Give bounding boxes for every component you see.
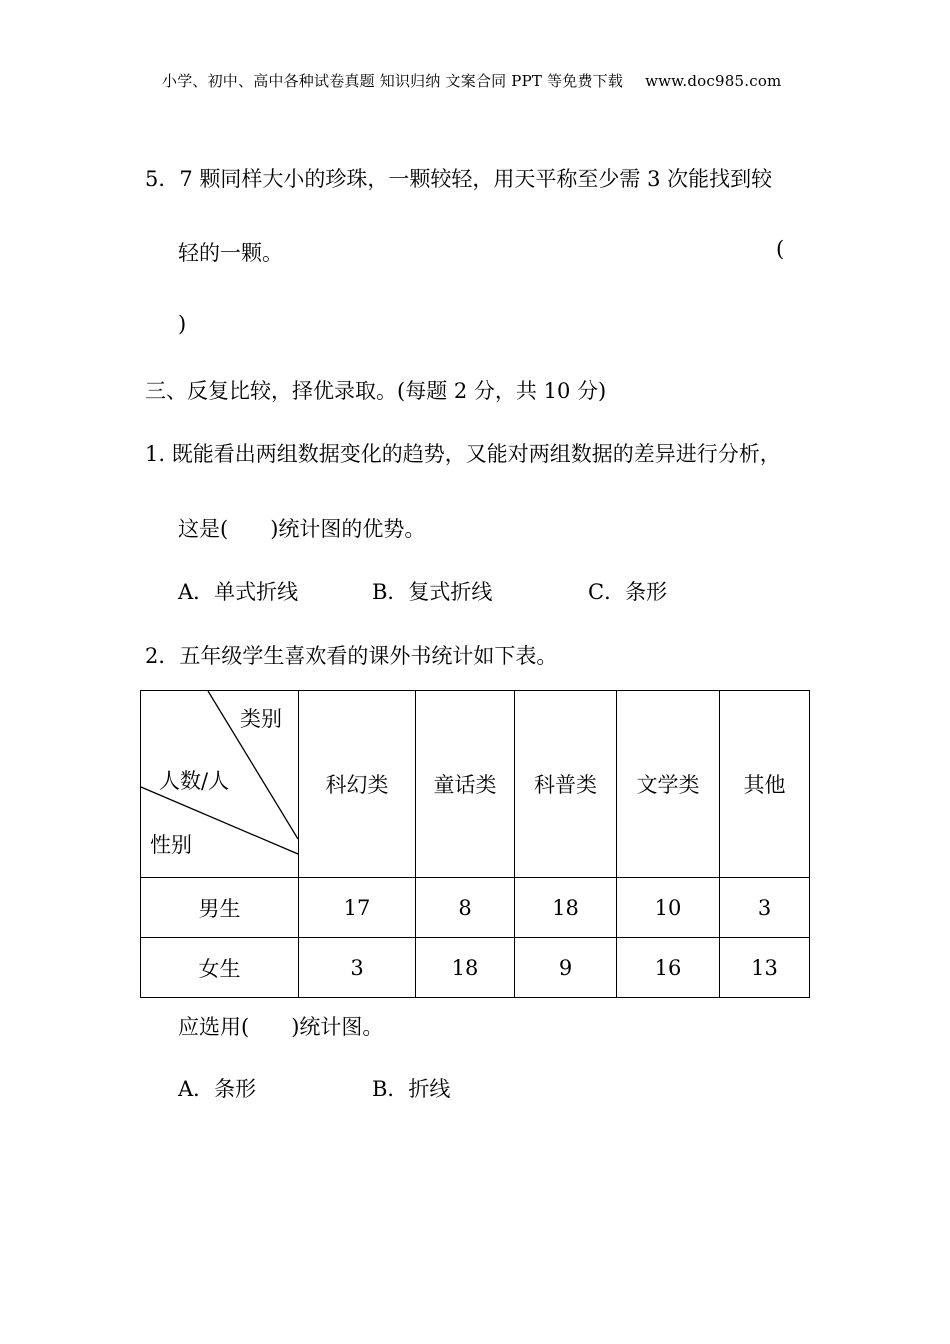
column-header: 其他 bbox=[720, 691, 810, 878]
header-text: 小学、初中、高中各种试卷真题 知识归纳 文案合同 PPT 等免费下载 bbox=[162, 72, 624, 90]
corner-label-category: 类别 bbox=[240, 707, 282, 731]
s3q1-line1: 1. 既能看出两组数据变化的趋势，又能对两组数据的差异进行分析， bbox=[145, 442, 781, 466]
table-cell: 3 bbox=[720, 878, 810, 938]
q5-answer-paren-close: ) bbox=[178, 312, 187, 336]
table-cell: 17 bbox=[299, 878, 416, 938]
table-cell: 16 bbox=[617, 938, 720, 998]
s3q1-option-a: A．单式折线 bbox=[178, 580, 299, 604]
q5-line2: 轻的一颗。 bbox=[178, 241, 283, 265]
table-cell: 18 bbox=[416, 938, 515, 998]
book-stats-table bbox=[140, 690, 810, 998]
table-cell: 10 bbox=[617, 878, 720, 938]
column-header: 科普类 bbox=[515, 691, 617, 878]
page-header bbox=[162, 70, 781, 91]
s3q1-option-c: C．条形 bbox=[588, 580, 668, 604]
section3-title: 三、反复比较，择优录取。(每题 2 分，共 10 分) bbox=[145, 379, 607, 403]
s3q2-option-b: B．折线 bbox=[372, 1077, 451, 1101]
corner-label-gender: 性别 bbox=[150, 833, 192, 857]
column-header: 文学类 bbox=[617, 691, 720, 878]
column-header: 童话类 bbox=[416, 691, 515, 878]
s3q2-question: 应选用( )统计图。 bbox=[178, 1015, 384, 1039]
s3q2-intro: 2．五年级学生喜欢看的课外书统计如下表。 bbox=[145, 644, 558, 668]
s3q1-line2: 这是( )统计图的优势。 bbox=[178, 517, 426, 541]
header-url: www.doc985.com bbox=[645, 72, 782, 90]
column-header: 科幻类 bbox=[299, 691, 416, 878]
table-row bbox=[141, 878, 810, 938]
table-cell: 8 bbox=[416, 878, 515, 938]
table-cell: 3 bbox=[299, 938, 416, 998]
row-label: 男生 bbox=[141, 878, 299, 938]
corner-label-count: 人数/人 bbox=[159, 769, 230, 793]
q5-answer-paren-open: ( bbox=[776, 237, 785, 261]
table-row bbox=[141, 938, 810, 998]
table-cell: 9 bbox=[515, 938, 617, 998]
table-corner-cell bbox=[141, 691, 299, 878]
table-cell: 18 bbox=[515, 878, 617, 938]
s3q2-option-a: A．条形 bbox=[178, 1077, 257, 1101]
table-header-row bbox=[141, 691, 810, 878]
table-cell: 13 bbox=[720, 938, 810, 998]
s3q1-option-b: B．复式折线 bbox=[372, 580, 493, 604]
q5-line1: 5．7 颗同样大小的珍珠，一颗较轻，用天平称至少需 3 次能找到较 bbox=[145, 167, 773, 191]
row-label: 女生 bbox=[141, 938, 299, 998]
